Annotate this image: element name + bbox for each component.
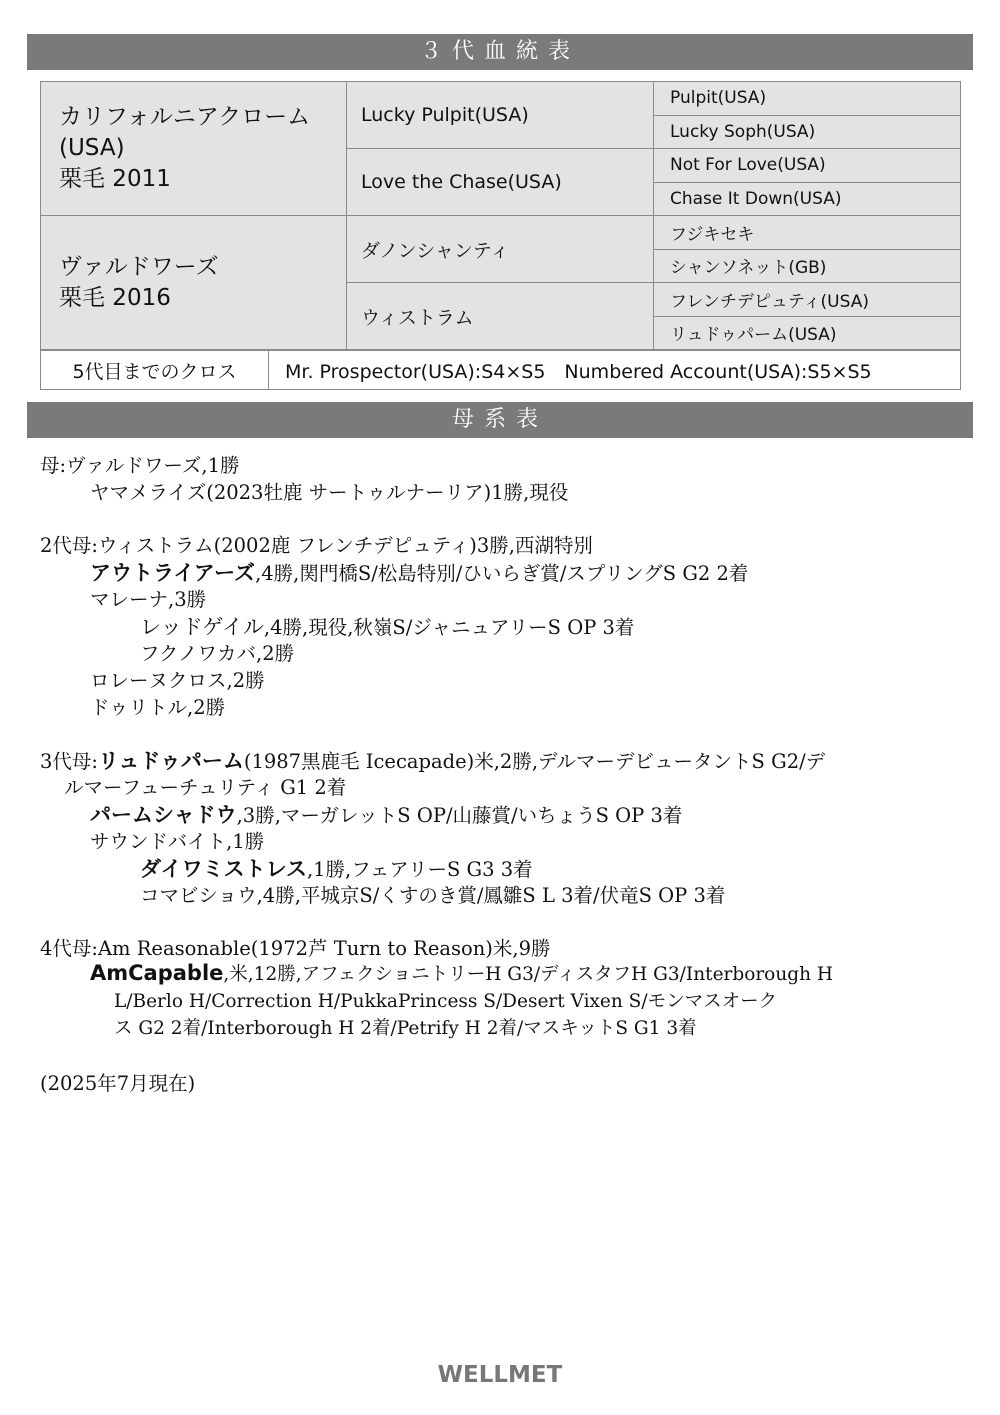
list-item: マレーナ,3勝 (90, 588, 207, 611)
gen2-cell: ウィストラム (347, 283, 654, 350)
family-header: 母系表 (27, 402, 973, 438)
dam-cell (41, 216, 347, 350)
list-item: フクノワカバ,2勝 (140, 642, 295, 665)
list-item: AmCapable,米,12勝,アフェクショニトリーH G3/ディスタフH G3/Interborough H (90, 961, 834, 985)
horse-name: アウトライアーズ (90, 561, 256, 585)
horse-name: ダイワミストレス (140, 857, 307, 881)
sire-name: カリフォルニアクローム (59, 104, 311, 130)
third-dam-line-cont: ルマーフューチュリティ G1 2着 (64, 776, 347, 799)
cross-label: 5代目までのクロス (41, 351, 269, 390)
list-item: ロレーヌクロス,2勝 (90, 669, 265, 692)
cross-value: Mr. Prospector(USA):S4×S5 Numbered Account(USA):S5×S5 (269, 351, 961, 390)
sire-origin: (USA) (59, 135, 125, 161)
dam-detail: 栗毛 2016 (59, 284, 171, 311)
gen3-cell: フレンチデピュティ(USA) (654, 283, 961, 317)
list-item: サウンドバイト,1勝 (90, 830, 265, 853)
gen3-cell: Lucky Soph(USA) (654, 115, 961, 149)
horse-name: レッドゲイル (140, 615, 264, 639)
gen3-cell: Pulpit(USA) (654, 82, 961, 116)
dam-line: 母:ヴァルドワーズ,1勝 (40, 454, 240, 477)
list-item: パームシャドウ,3勝,マーガレットS OP/山藤賞/いちょうS OP 3着 (90, 803, 683, 827)
dam-name: ヴァルドワーズ (59, 253, 219, 280)
list-item: アウトライアーズ,4勝,関門橋S/松島特別/ひいらぎ賞/スプリングS G2 2着 (90, 561, 749, 585)
pedigree-header: ３代血統表 (27, 34, 973, 70)
sire-cell (41, 82, 347, 216)
list-item: ドゥリトル,2勝 (90, 696, 226, 719)
gen2-cell: Lucky Pulpit(USA) (347, 82, 654, 149)
gen3-cell: フジキセキ (654, 216, 961, 250)
gen3-cell: Not For Love(USA) (654, 149, 961, 183)
pedigree-table (40, 81, 961, 350)
gen3-cell: シャンソネット(GB) (654, 249, 961, 283)
list-item-cont: ス G2 2着/Interborough H 2着/Petrify H 2着/マスキットS G1 3着 (114, 1018, 697, 1039)
gen3-cell: リュドゥパーム(USA) (654, 316, 961, 350)
horse-name: リュドゥパーム (97, 749, 244, 773)
gen2-cell: ダノンシャンティ (347, 216, 654, 283)
horse-name: パームシャドウ (90, 803, 237, 827)
horse-name: AmCapable (90, 961, 224, 985)
date-note: (2025年7月現在) (40, 1072, 196, 1095)
gen2-cell: Love the Chase(USA) (347, 149, 654, 216)
sire-detail: 栗毛 2011 (59, 166, 171, 192)
gen3-cell: Chase It Down(USA) (654, 182, 961, 216)
cross-table (40, 350, 961, 390)
list-item: ダイワミストレス,1勝,フェアリーS G3 3着 (140, 857, 533, 881)
list-item-cont: L/Berlo H/Correction H/PukkaPrincess S/Desert Vixen S/モンマスオーク (114, 991, 778, 1012)
list-item: コマビショウ,4勝,平城京S/くすのき賞/鳳雛S L 3着/伏竜S OP 3着 (140, 884, 726, 907)
third-dam-line: 3代母:リュドゥパーム(1987黒鹿毛 Icecapade)米,2勝,デルマーデビュータントS G2/デ (40, 749, 826, 773)
second-dam-line: 2代母:ウィストラム(2002鹿 フレンチデピュティ)3勝,西湖特別 (40, 534, 593, 557)
dam-child-line: ヤマメライズ(2023牡鹿 サートゥルナーリア)1勝,現役 (90, 481, 569, 504)
wellmet-logo: WELLMET (437, 1362, 563, 1388)
fourth-dam-line: 4代母:Am Reasonable(1972芦 Turn to Reason)米,9勝 (40, 937, 551, 960)
list-item: レッドゲイル,4勝,現役,秋嶺S/ジャニュアリーS OP 3着 (140, 615, 635, 639)
